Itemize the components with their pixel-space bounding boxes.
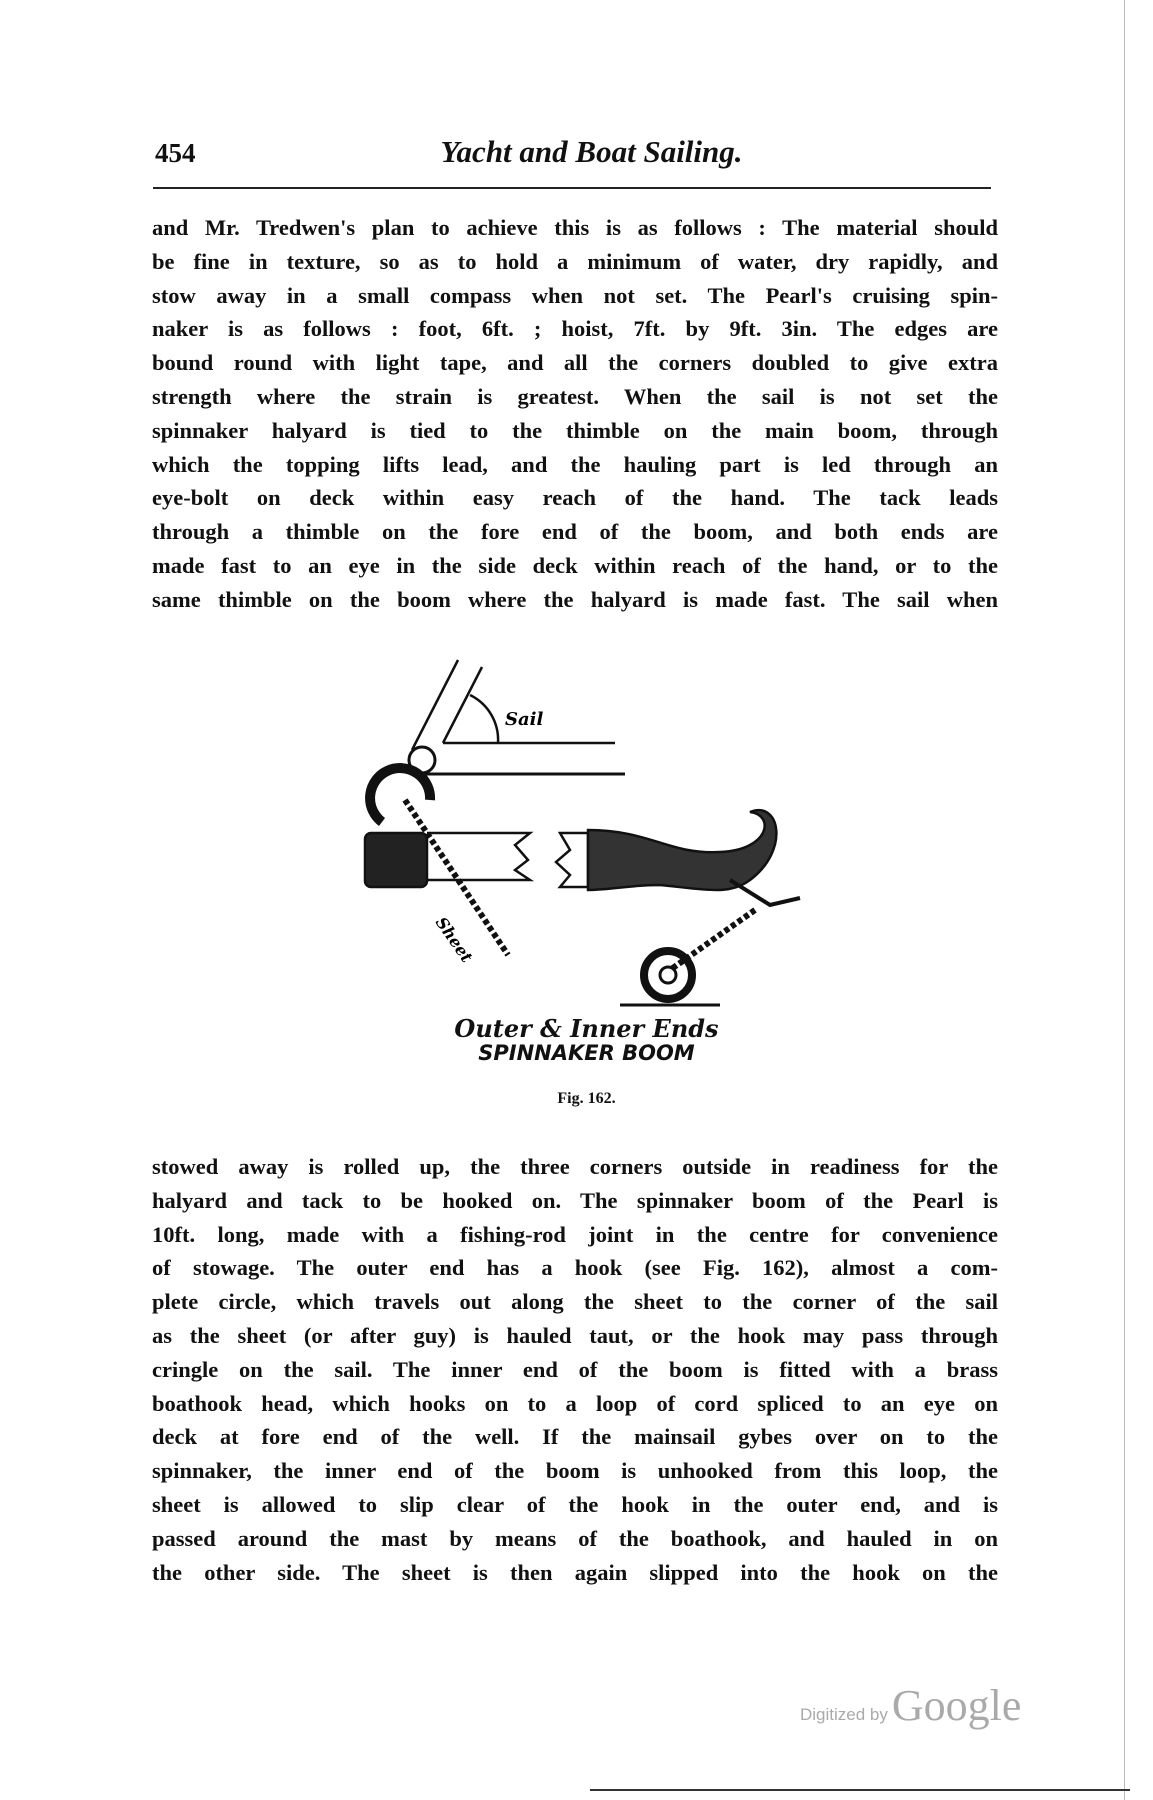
text-line: 10ft. long, made with a fishing-rod joint in the centre for convenience	[152, 1221, 998, 1247]
text-line: the other side. The sheet is then again slipped into the hook on the	[152, 1559, 998, 1585]
page-number: 454	[155, 138, 196, 168]
text-line: cringle on the sail. The inner end of the boom is fitted with a brass	[152, 1356, 998, 1382]
paragraph-bottom	[152, 1150, 998, 1589]
text-line: sheet is allowed to slip clear of the hook in the outer end, and is	[152, 1491, 998, 1517]
paragraph-top	[152, 211, 998, 617]
text-line: and Mr. Tredwen's plan to achieve this is as follows : The material should	[152, 215, 998, 240]
text-line: spinnaker, the inner end of the boom is unhooked from this loop, the	[152, 1458, 998, 1484]
figure-caption-line2: SPINNAKER BOOM	[478, 1041, 695, 1065]
figure-number: Fig. 162.	[557, 1090, 616, 1107]
text-line: deck at fore end of the well. If the mainsail gybes over on to the	[152, 1424, 998, 1450]
text-line: as the sheet (or after guy) is hauled taut, or the hook may pass through	[152, 1322, 998, 1348]
text-line: which the topping lifts lead, and the hauling part is led through an	[152, 451, 998, 477]
page-edge-line	[1124, 0, 1125, 1800]
watermark-brand: Google	[891, 1681, 1022, 1730]
google-watermark	[800, 1680, 1021, 1731]
text-line: stow away in a small compass when not set. The Pearl's cruising spin-	[152, 282, 998, 308]
running-title: Yacht and Boat Sailing.	[440, 134, 743, 169]
text-line: naker is as follows : foot, 6ft. ; hoist, 7ft. by 9ft. 3in. The edges are	[152, 316, 998, 342]
watermark-prefix: Digitized by	[800, 1705, 888, 1724]
figure-caption-line1: Outer & Inner Ends	[454, 1014, 719, 1043]
header-rule	[153, 187, 991, 189]
text-line: passed around the mast by means of the boathook, and hauled in on	[152, 1525, 998, 1551]
text-line: strength where the strain is greatest. When the sail is not set the	[152, 383, 998, 409]
text-line: be fine in texture, so as to hold a minimum of water, dry rapidly, and	[152, 248, 998, 274]
text-line: made fast to an eye in the side deck within reach of the hand, or to the	[152, 552, 998, 578]
text-line: stowed away is rolled up, the three corners outside in readiness for the	[152, 1154, 998, 1179]
label-sail: Sail	[505, 709, 544, 730]
text-line: through a thimble on the fore end of the boom, and both ends are	[152, 519, 998, 545]
spinnaker-boom-figure	[330, 650, 830, 1070]
bottom-rule	[590, 1789, 1130, 1791]
text-line: boathook head, which hooks on to a loop of cord spliced to an eye on	[152, 1390, 998, 1416]
text-line: eye-bolt on deck within easy reach of the hand. The tack leads	[152, 485, 998, 511]
text-line: of stowage. The outer end has a hook (see Fig. 162), almost a com-	[152, 1255, 998, 1281]
text-line: halyard and tack to be hooked on. The spinnaker boom of the Pearl is	[152, 1187, 998, 1213]
text-line: same thimble on the boom where the halyard is made fast. The sail when	[152, 586, 998, 612]
text-line: spinnaker halyard is tied to the thimble on the main boom, through	[152, 417, 998, 443]
label-sheet: Sheet	[431, 913, 477, 967]
sail-edge-line	[412, 660, 458, 750]
text-line: bound round with light tape, and all the corners doubled to give extra	[152, 350, 998, 376]
text-line: plete circle, which travels out along the sheet to the corner of the sail	[152, 1289, 998, 1315]
